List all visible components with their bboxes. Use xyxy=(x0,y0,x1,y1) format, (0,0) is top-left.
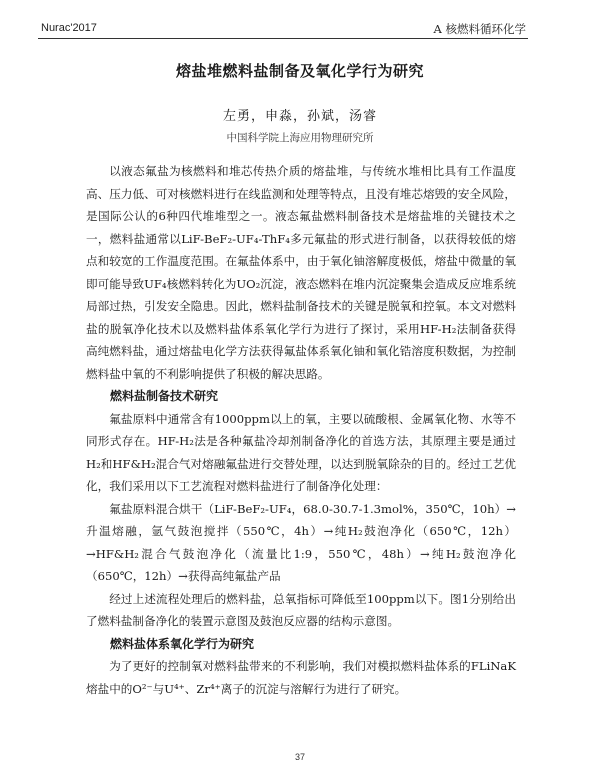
header-rule xyxy=(38,38,528,39)
affiliation: 中国科学院上海应用物理研究所 xyxy=(226,132,374,144)
header-section: A 核燃料循环化学 xyxy=(433,22,526,36)
page-number: 37 xyxy=(294,752,305,762)
paragraph-intro: 以液态氟盐为核燃料和堆芯传热介质的熔盐堆，与传统水堆相比具有工作温度高、压力低、可对核燃料进行在线监测和处理等特点，且没有堆芯熔毁的安全风险，是国际公认的6种四代堆堆型之一。液态氟盐燃料制备技术是熔盐堆的关键技术之一，燃料盐通常以LiF-BeF₂-UF₄-ThF₄多元氟盐的形式进行制备，以获得较低的熔点和较宽的工作温度范围。在氟盐体系中，由于氧化铀溶解度极低，熔盐中微量的氧即可能导致UF₄核燃料转化为UO₂沉淀，液态燃料在堆内沉淀聚集会造成反应堆系统局部过热，引发安全隐患。因此，燃料盐制备技术的关键是脱氧和控氧。本文对燃料盐的脱氧净化技术以及燃料盐体系氧化学行为进行了探讨，采用HF-H₂法制备获得高纯燃料盐，通过熔盐电化学方法获得氟盐体系氧化铀和氧化锆溶度积数据，为控制燃料盐中氧的不利影响提供了积极的解决思路。 xyxy=(86,164,516,381)
paragraph-oxy-1: 为了更好的控制氧对燃料盐带来的不利影响，我们对模拟燃料盐体系的FLiNaK熔盐中的O²⁻与U⁴⁺、Zr⁴⁺离子的沉淀与溶解行为进行了研究。 xyxy=(86,659,516,696)
paragraph-prep-3: 经过上述流程处理后的燃料盐，总氧指标可降低至100ppm以下。图1分别给出了燃料盐制备净化的装置示意图及鼓泡反应器的结构示意图。 xyxy=(86,591,516,628)
heading-oxygen-chemistry: 燃料盐体系氧化学行为研究 xyxy=(110,636,255,651)
authors: 左勇，申淼，孙斌，汤睿 xyxy=(222,109,377,124)
paper-title: 熔盐堆燃料盐制备及氧化学行为研究 xyxy=(175,62,424,80)
paragraph-prep-1: 氟盐原料中通常含有1000ppm以上的氧，主要以硫酸根、金属氧化物、水等不同形式存在。HF-H₂法是各种氟盐冷却剂制备净化的首选方法，其原理主要是通过H₂和HF&H₂混合气对熔融氟盐进行交替处理，以达到脱氧除杂的目的。经过工艺优化，我们采用以下工艺流程对燃料盐进行了制备净化处理： xyxy=(86,411,516,493)
header-conference: Nurac'2017 xyxy=(41,22,97,34)
body-text xyxy=(86,160,516,700)
paragraph-prep-2: 氟盐原料混合烘干（LiF-BeF₂-UF₄，68.0-30.7-1.3mol%，350℃，10h）→升温熔融，氩气鼓泡搅拌（550℃，4h）→纯H₂鼓泡净化（650℃，12h）→HF&H₂混合气鼓泡净化（流量比1:9，550℃，48h）→纯H₂鼓泡净化（650℃，12h）→获得高纯氟盐产品 xyxy=(86,501,516,583)
heading-fuel-preparation: 燃料盐制备技术研究 xyxy=(110,389,219,403)
